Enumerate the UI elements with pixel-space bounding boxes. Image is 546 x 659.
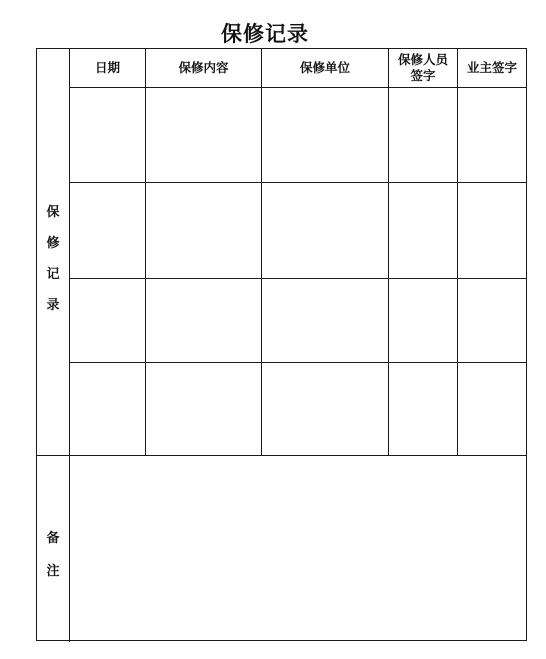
side-label-remarks [37,527,69,579]
header-owner-signature-label: 业主签字 [466,60,517,75]
header-owner-signature [458,49,526,87]
side-label-char: 备 [46,531,60,546]
header-repair-content [146,49,261,87]
header-repair-content-label: 保修内容 [178,60,229,75]
page-title: 保修记录 [221,22,309,46]
header-date-label: 日期 [94,60,120,75]
warranty-record-form [36,48,527,641]
side-label-char: 保 [46,205,60,220]
record-row-1 [70,88,526,182]
side-label-char: 修 [46,236,60,251]
header-repairer-signature-label: 保修人员 签字 [397,52,448,83]
record-row-3 [70,279,526,362]
side-label-char: 记 [46,267,60,282]
header-repair-unit [262,49,388,87]
header-repair-unit-label: 保修单位 [299,60,350,75]
side-label-char: 录 [46,298,60,313]
record-row-2 [70,183,526,278]
side-label-record [37,201,69,313]
remarks-area [70,456,526,640]
header-repairer-signature [389,49,457,87]
side-label-char: 注 [46,564,60,579]
record-row-4 [70,363,526,455]
header-date [70,49,145,87]
